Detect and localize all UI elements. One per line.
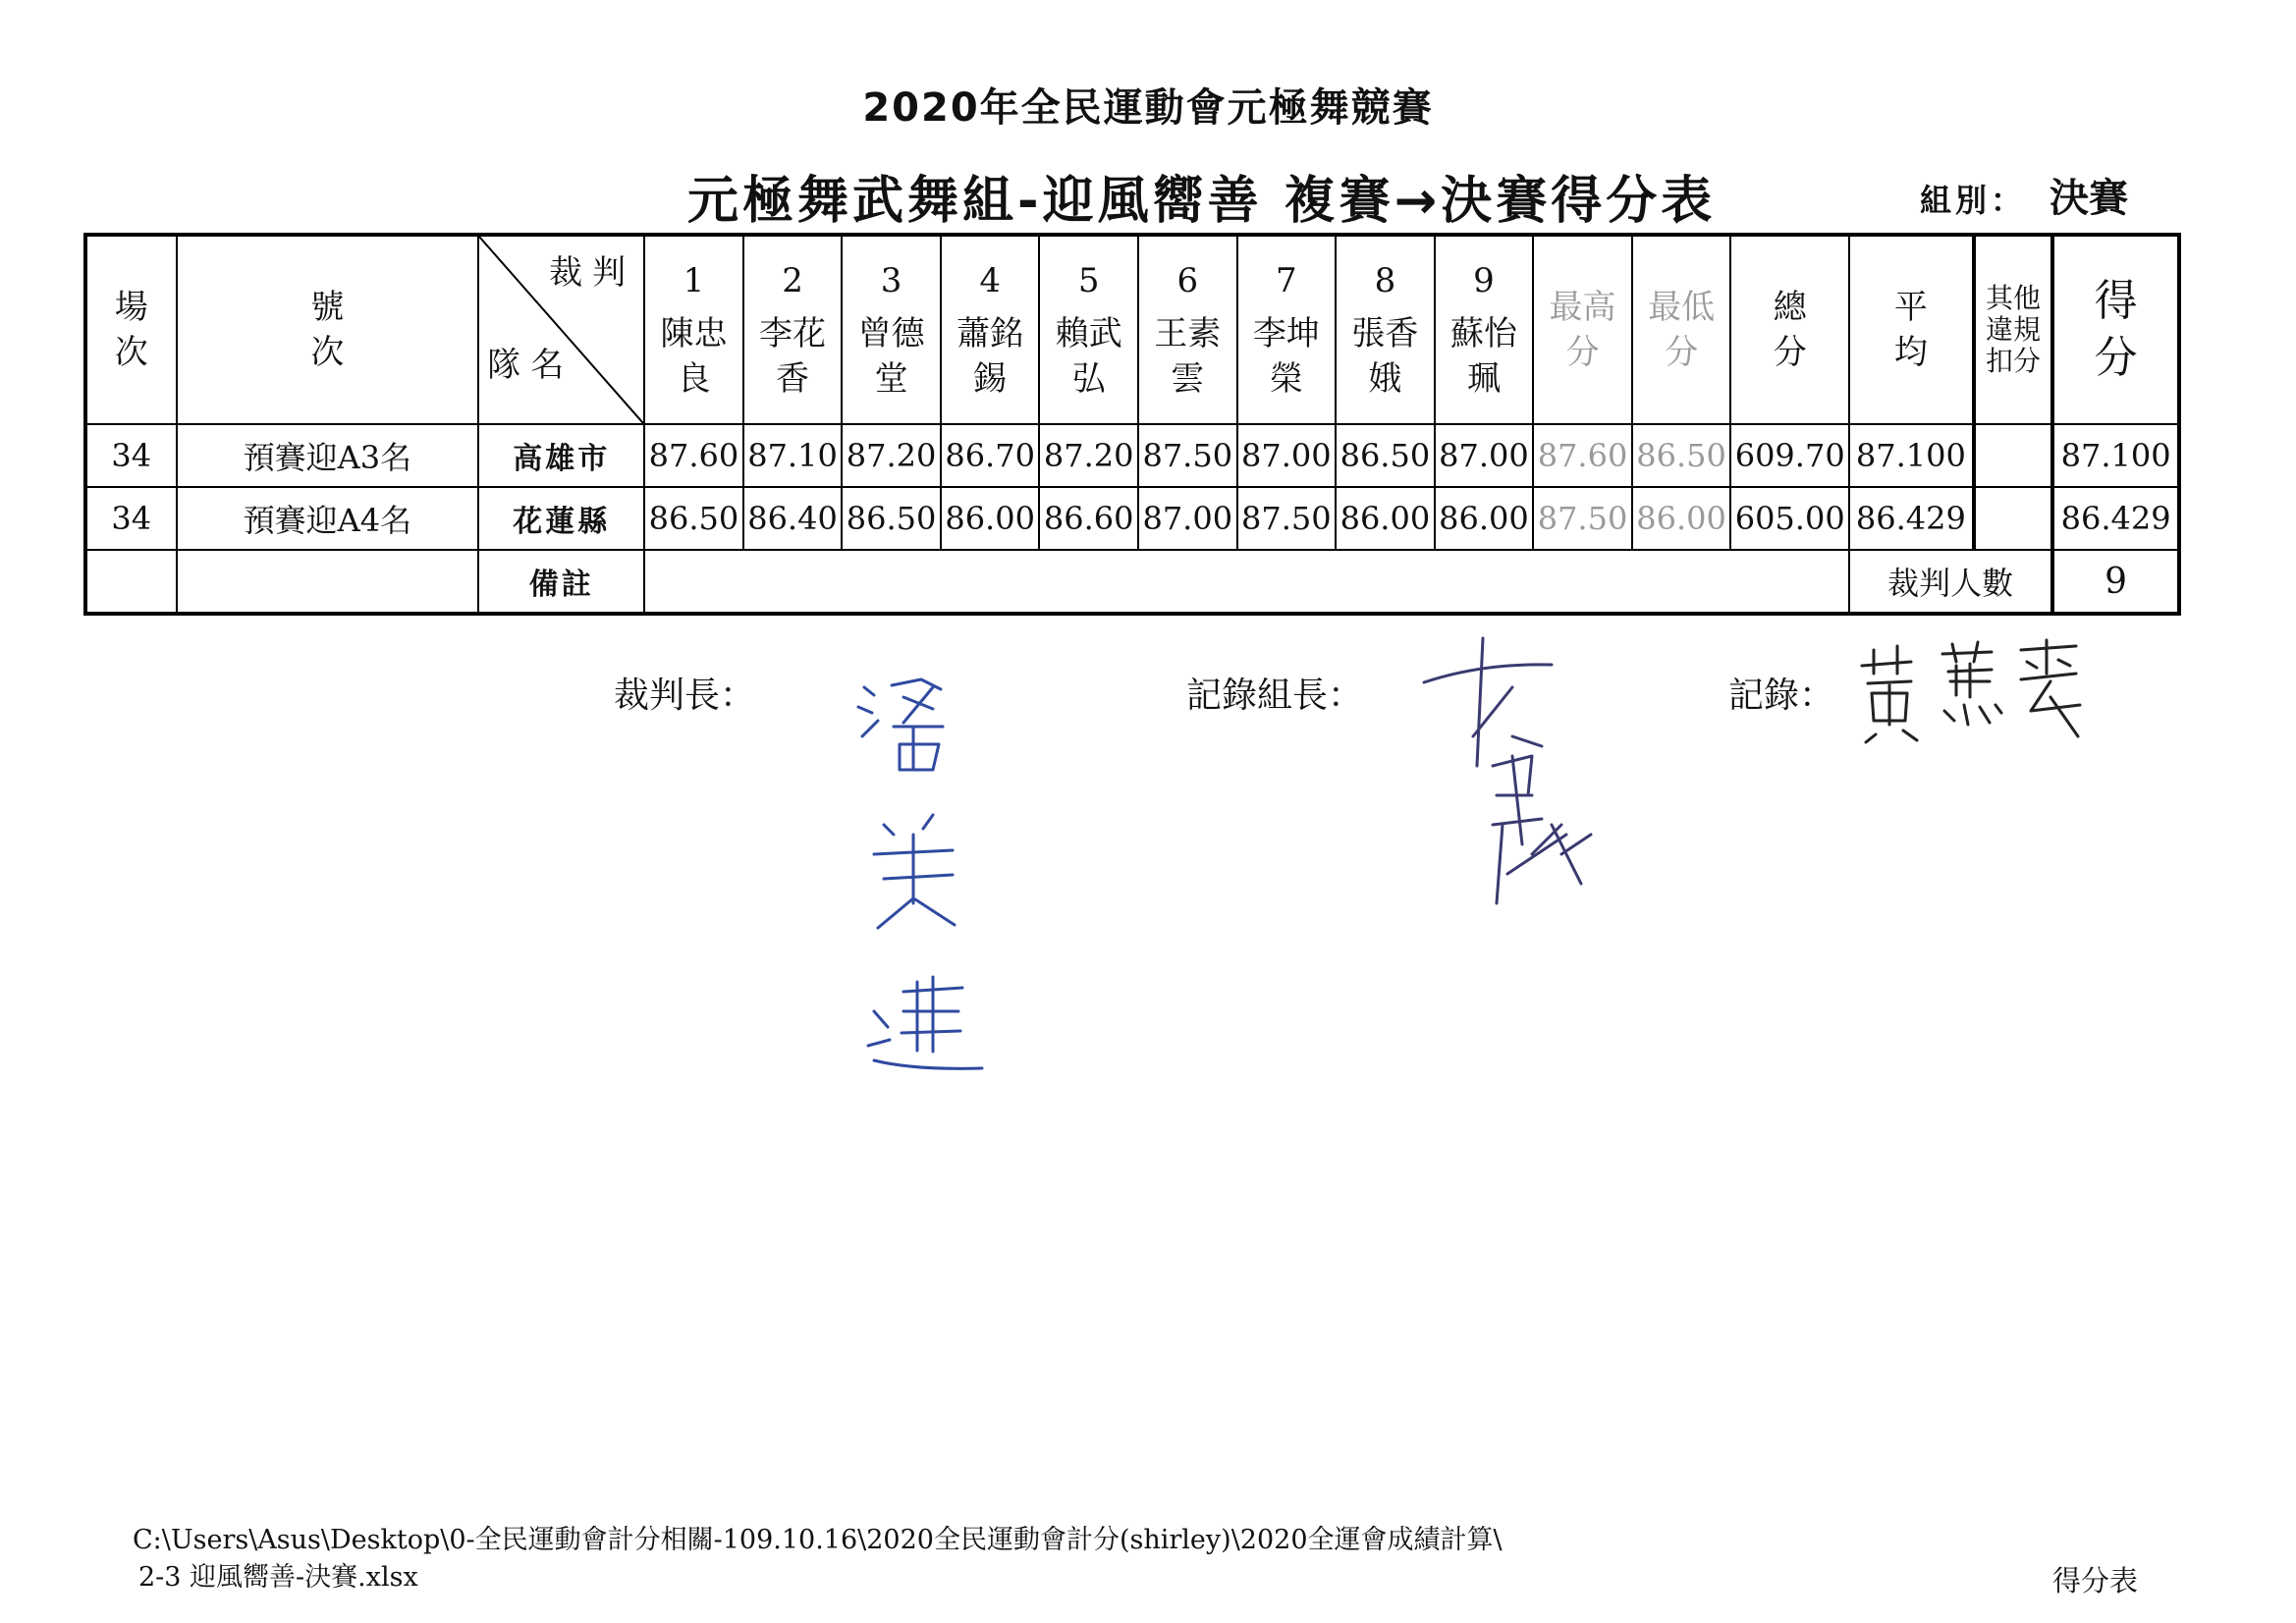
header-judge-9: 9 蘇怡珮 bbox=[1435, 235, 1534, 424]
cell-score: 87.00 bbox=[1138, 487, 1237, 550]
chief-judge-label: 裁判長： bbox=[614, 676, 756, 716]
cell-score: 86.50 bbox=[644, 487, 743, 550]
cell-empty bbox=[177, 550, 479, 614]
header-judge-1: 1 陳忠良 bbox=[644, 235, 743, 424]
score-table bbox=[83, 233, 2181, 616]
cell-score: 86.00 bbox=[941, 487, 1040, 550]
cell-total: 605.00 bbox=[1730, 487, 1849, 550]
page-subtitle: 元極舞武舞組-迎風嚮善 複賽→決賽得分表 bbox=[687, 172, 1717, 231]
header-min: 最低分 bbox=[1632, 235, 1731, 424]
cell-score: 86.50 bbox=[842, 487, 941, 550]
recorder-label: 記錄： bbox=[1728, 676, 1835, 716]
cell-number: 預賽迎A3名 bbox=[177, 424, 479, 487]
header-judge-7: 7 李坤榮 bbox=[1237, 235, 1337, 424]
header-avg: 平均 bbox=[1849, 235, 1974, 424]
chief-judge-signature bbox=[845, 668, 992, 1080]
header-judge-label: 裁判 bbox=[549, 253, 636, 293]
group-value: 決賽 bbox=[2050, 176, 2129, 221]
judge-count-label: 裁判人數 bbox=[1849, 550, 2052, 614]
table-row bbox=[85, 487, 2179, 550]
footer-path-line2: 2-3 迎風嚮善-決賽.xlsx bbox=[138, 1562, 418, 1593]
cell-max: 87.50 bbox=[1533, 487, 1632, 550]
cell-score: 87.00 bbox=[1435, 424, 1534, 487]
header-deduct: 其他違規扣分 bbox=[1974, 235, 2052, 424]
remarks-row bbox=[85, 550, 2179, 614]
header-judge-6: 6 王素雲 bbox=[1138, 235, 1237, 424]
header-judge-4: 4 蕭銘錫 bbox=[941, 235, 1040, 424]
header-judge-8: 8 張香娥 bbox=[1336, 235, 1435, 424]
cell-score: 87.20 bbox=[1039, 424, 1138, 487]
cell-score: 87.50 bbox=[1138, 424, 1237, 487]
remarks-label: 備註 bbox=[478, 550, 644, 614]
header-score: 得分 bbox=[2052, 235, 2179, 424]
cell-score: 86.00 bbox=[1435, 487, 1534, 550]
table-row bbox=[85, 424, 2179, 487]
header-judge-5: 5 賴武弘 bbox=[1039, 235, 1138, 424]
judge-count-value: 9 bbox=[2052, 550, 2179, 614]
footer-file-path bbox=[133, 1522, 1503, 1596]
header-row bbox=[85, 235, 2179, 424]
recorder-signature bbox=[1854, 636, 2090, 744]
record-chief-signature bbox=[1414, 628, 1601, 913]
cell-score: 86.40 bbox=[743, 487, 843, 550]
cell-round: 34 bbox=[85, 424, 177, 487]
cell-final-score: 87.100 bbox=[2052, 424, 2179, 487]
cell-score: 87.10 bbox=[743, 424, 843, 487]
header-judge-3: 3 曾德堂 bbox=[842, 235, 941, 424]
cell-score: 87.50 bbox=[1237, 487, 1337, 550]
cell-min: 86.00 bbox=[1632, 487, 1731, 550]
remarks-content bbox=[644, 550, 1849, 614]
header-team-label: 隊名 bbox=[487, 346, 574, 385]
header-judge-2: 2 李花香 bbox=[743, 235, 843, 424]
cell-avg: 87.100 bbox=[1849, 424, 1974, 487]
cell-score: 86.60 bbox=[1039, 487, 1138, 550]
cell-max: 87.60 bbox=[1533, 424, 1632, 487]
cell-score: 87.20 bbox=[842, 424, 941, 487]
cell-score: 86.50 bbox=[1336, 424, 1435, 487]
page-title: 2020年全民運動會元極舞競賽 bbox=[862, 85, 1434, 131]
header-max: 最高分 bbox=[1533, 235, 1632, 424]
record-chief-label: 記錄組長： bbox=[1186, 676, 1364, 716]
group-info bbox=[1920, 167, 2128, 223]
footer-sheet-name: 得分表 bbox=[2052, 1564, 2139, 1597]
group-label: 組別： bbox=[1920, 182, 2027, 219]
footer-path-line1: C:\Users\Asus\Desktop\0-全民運動會計分相關-109.10.16\2020全民運動會計分(shirley)\2020全運會成績計算\ bbox=[133, 1525, 1503, 1555]
header-round: 場次 bbox=[85, 235, 177, 424]
cell-score: 87.00 bbox=[1237, 424, 1337, 487]
cell-score: 86.70 bbox=[941, 424, 1040, 487]
cell-round: 34 bbox=[85, 487, 177, 550]
cell-deduct bbox=[1974, 424, 2052, 487]
cell-team: 高雄市 bbox=[478, 424, 644, 487]
cell-number: 預賽迎A4名 bbox=[177, 487, 479, 550]
cell-avg: 86.429 bbox=[1849, 487, 1974, 550]
cell-score: 87.60 bbox=[644, 424, 743, 487]
cell-deduct bbox=[1974, 487, 2052, 550]
cell-min: 86.50 bbox=[1632, 424, 1731, 487]
cell-team: 花蓮縣 bbox=[478, 487, 644, 550]
header-total: 總分 bbox=[1730, 235, 1849, 424]
cell-score: 86.00 bbox=[1336, 487, 1435, 550]
cell-total: 609.70 bbox=[1730, 424, 1849, 487]
header-judge-team bbox=[478, 235, 644, 424]
cell-final-score: 86.429 bbox=[2052, 487, 2179, 550]
header-number: 號次 bbox=[177, 235, 479, 424]
cell-empty bbox=[85, 550, 177, 614]
